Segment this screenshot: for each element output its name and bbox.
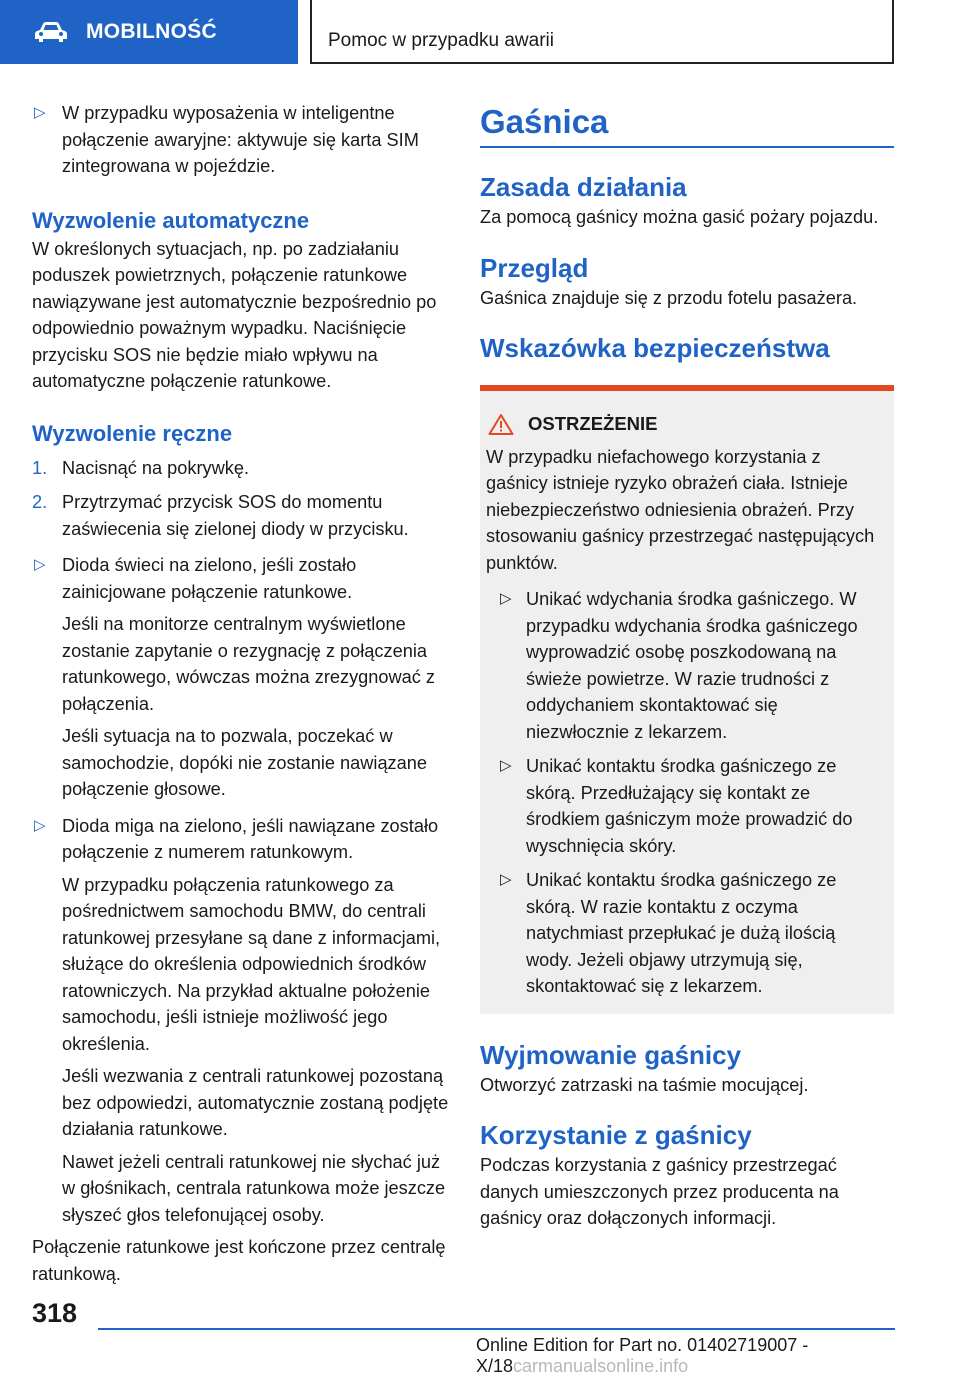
removal-text: Otworzyć zatrzaski na taśmie mocującej.	[480, 1074, 809, 1095]
left-column	[32, 100, 452, 1287]
safety-heading: Wskazówka bezpieczeństwa	[480, 333, 830, 363]
warning-item: ▷ Unikać wdychania środka gaśniczego. W przypadku wdychania środka gaśniczego wyprowadzić osobę poszkodowaną na świeże powietrze. W razie trudności z oddychaniem skontaktować się niezwłocznie z lekarzem.	[490, 586, 880, 745]
warning-box	[480, 385, 894, 1014]
principle-text: Za pomocą gaśnicy można gasić pożary pojazdu.	[480, 207, 879, 227]
removal-heading: Wyjmowanie gaśnicy	[480, 1039, 742, 1070]
auto-trigger-text: W określonych sytuacjach, np. po zadziałaniu poduszek powietrznych, połączenie ratunkowe nawiązywane jest automatycznie bezpośrednio po odpowiednio poważnym wypadku. Naciśnięcie przycisku SOS nie będzie miało wpływu na automatyczne połączenie ratunkowe.	[32, 238, 437, 391]
intro-bullet: ▷ W przypadku wyposażenia w inteligentne połączenie awaryjne: aktywuje się karta SIM zintegrowana w pojeździe.	[32, 100, 452, 180]
green-led-bullet: ▷ Dioda świeci na zielono, jeśli zostało zainicjowane połączenie ratunkowe.	[32, 552, 452, 605]
usage-text: Podczas korzystania z gaśnicy przestrzegać danych umieszczonych przez producenta na gaśnicy oraz dołączonych informacji.	[480, 1155, 839, 1228]
blink-led-paragraph: Nawet jeżeli centrali ratunkowej nie słychać już w głośnikach, centrala ratunkowa może jeszcze słyszeć głos telefonującej osoby.	[62, 1151, 446, 1225]
blink-led-paragraph: W przypadku połączenia ratunkowego za pośrednictwem samochodu BMW, do centrali ratunkowej przesyłane są dane z informacjami, służące do określenia odpowiednich środków ratowniczych. Na przykład aktualne położenie samochodu, jeśli istnieje możliwość jego określenia.	[62, 874, 441, 1054]
warning-label: OSTRZEŻENIE	[528, 413, 658, 434]
edition-text: Online Edition for Part no. 01402719007 - X/18	[476, 1335, 809, 1376]
auto-trigger-heading: Wyzwolenie automatyczne	[32, 207, 310, 233]
warning-triangle-icon	[488, 413, 514, 435]
blink-led-bullet: ▷ Dioda miga na zielono, jeśli nawiązane zostało połączenie z numerem ratunkowym.	[32, 813, 452, 866]
closing-paragraph: Połączenie ratunkowe jest kończone przez centralę ratunkową.	[32, 1237, 446, 1284]
overview-text: Gaśnica znajduje się z przodu fotelu pasażera.	[480, 287, 858, 308]
page-number: 318	[32, 1298, 78, 1328]
overview-heading: Przegląd	[480, 252, 589, 283]
warning-text: W przypadku niefachowego korzystania z gaśnicy istnieje ryzyko obrażeń ciała. Istnieje niebezpieczeństwo odniesienia obrażeń. Przy stosowaniu gaśnicy przestrzegać następujących punktów.	[486, 446, 875, 573]
green-led-paragraph: Jeśli sytuacja na to pozwala, poczekać w samochodzie, dopóki nie zostanie nawiązane połączenie głosowe.	[62, 726, 427, 799]
warning-item: ▷ Unikać kontaktu środka gaśniczego ze skórą. Przedłużający się kontakt ze środkiem gaśniczym może prowadzić do wyschnięcia skóry.	[490, 753, 880, 859]
title-divider	[480, 146, 894, 148]
chapter-title: Pomoc w przypadku awarii	[328, 30, 554, 51]
usage-heading: Korzystanie z gaśnicy	[480, 1120, 752, 1150]
blink-led-paragraph: Jeśli wezwania z centrali ratunkowej pozostaną bez odpowiedzi, automatycznie zostaną podjęte działania ratunkowe.	[62, 1066, 449, 1139]
right-column	[480, 100, 894, 1232]
section-title: MOBILNOŚĆ	[86, 20, 218, 43]
green-led-paragraph: Jeśli na monitorze centralnym wyświetlone zostanie zapytanie o rezygnację z połączenia ratunkowego, wówczas można zrezygnować z połączenia.	[62, 614, 436, 714]
step-item	[32, 455, 452, 482]
warning-header	[488, 411, 880, 438]
watermark-text: carmanualsonline.info	[513, 1356, 689, 1376]
manual-trigger-heading: Wyzwolenie ręczne	[32, 420, 233, 446]
chapter-tab	[310, 0, 894, 64]
section-tab	[0, 0, 298, 64]
footer-divider	[98, 1328, 895, 1330]
footer-edition	[476, 1335, 960, 1377]
step-number: 1.	[32, 457, 48, 478]
principle-heading: Zasada działania	[480, 172, 687, 202]
step-item	[32, 489, 452, 542]
page-title: Gaśnica	[480, 103, 609, 140]
warning-item: ▷ Unikać kontaktu środka gaśniczego ze skórą. W razie kontaktu z oczyma natychmiast przepłukać je dużą ilością wody. Jeżeli objawy utrzymują się, skontaktować się z lekarzem.	[490, 867, 880, 1000]
car-icon	[34, 21, 68, 43]
step-text: Nacisnąć na pokrywkę.	[62, 457, 250, 478]
step-number: 2.	[32, 492, 48, 512]
step-text: Przytrzymać przycisk SOS do momentu zaświecenia się zielonej diody w przycisku.	[62, 492, 409, 539]
